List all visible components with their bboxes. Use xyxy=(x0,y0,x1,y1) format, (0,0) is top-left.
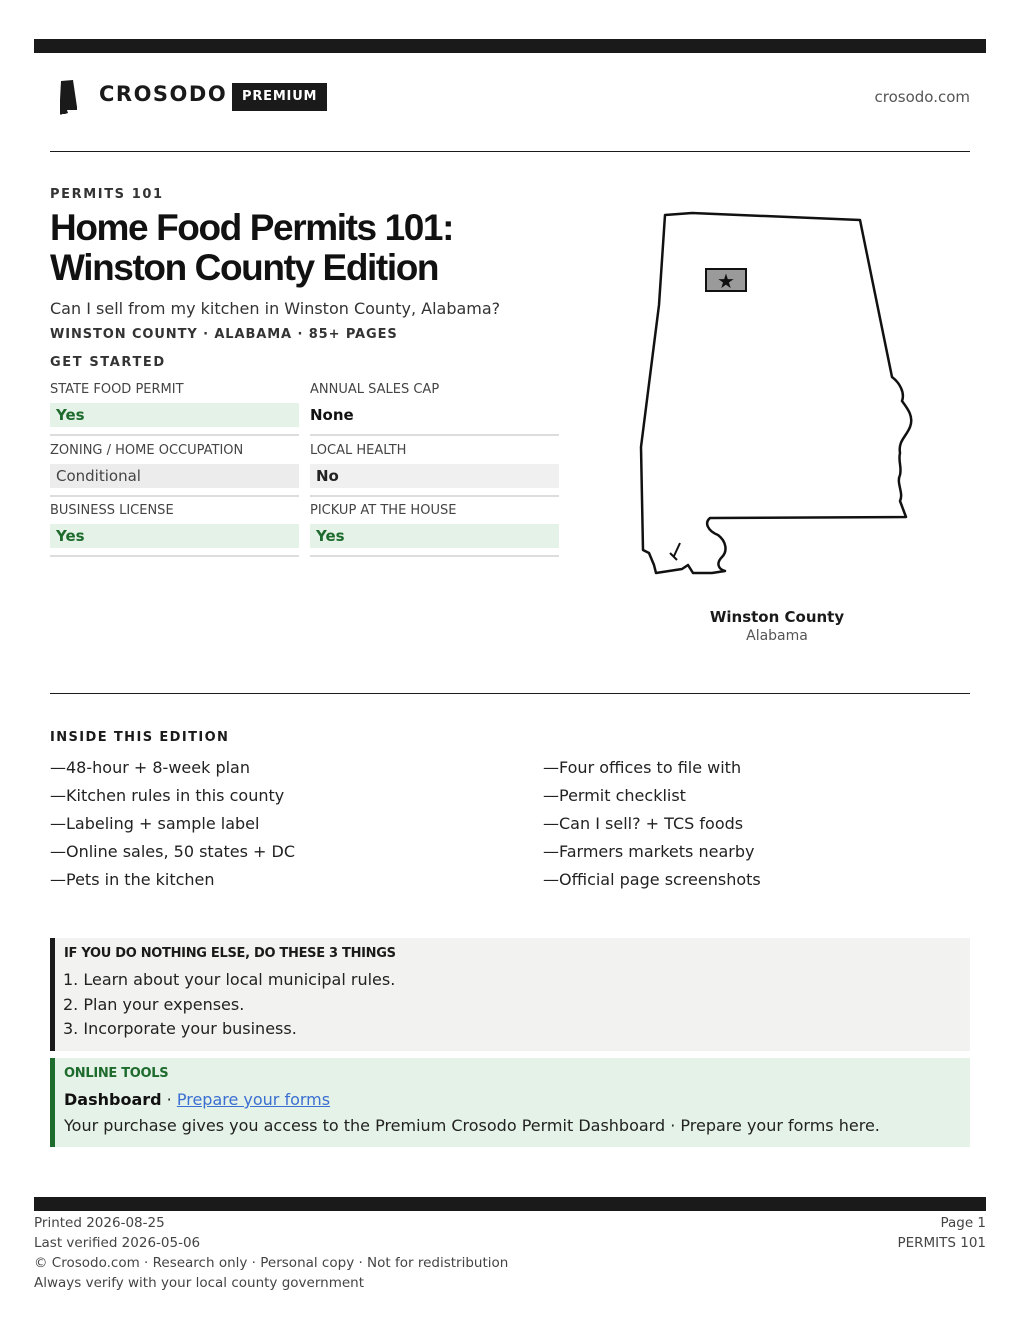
fact-value: No xyxy=(310,464,559,488)
map-caption xyxy=(676,608,878,644)
online-tools-box xyxy=(50,1058,970,1147)
fact-label: STATE FOOD PERMIT xyxy=(50,382,184,397)
alabama-county-map xyxy=(630,205,930,590)
fact-annual-sales-cap xyxy=(310,380,559,436)
contents-item: —Kitchen rules in this county xyxy=(50,786,285,805)
verified-date: Last verified 2026-05-06 xyxy=(34,1235,201,1251)
callout-item: 1. Learn about your local municipal rules. xyxy=(63,970,396,989)
star-icon: ★ xyxy=(717,269,735,293)
alabama-outline xyxy=(641,213,911,573)
bottom-rule-bar xyxy=(34,1197,986,1211)
footer-right xyxy=(897,1213,986,1253)
page-header xyxy=(50,78,970,118)
mobile-bay-mark xyxy=(670,543,680,560)
top-rule-bar xyxy=(34,39,986,53)
fact-label: BUSINESS LICENSE xyxy=(50,503,174,518)
contents-list-right xyxy=(543,757,963,897)
section-divider xyxy=(50,693,970,694)
map-county-label: Winston County xyxy=(709,608,845,626)
fact-value: Yes xyxy=(50,524,299,548)
premium-badge: PREMIUM xyxy=(232,83,327,111)
contents-item: —Farmers markets nearby xyxy=(543,842,755,861)
callout-accent-bar xyxy=(50,938,55,1051)
callout-item: 3. Incorporate your business. xyxy=(63,1019,297,1038)
tools-accent-bar xyxy=(50,1058,55,1147)
alabama-state-icon xyxy=(58,80,82,116)
contents-item: —48-hour + 8-week plan xyxy=(50,758,250,777)
contents-item: —Pets in the kitchen xyxy=(50,870,215,889)
tools-dashboard-line xyxy=(64,1090,330,1109)
three-things-callout xyxy=(50,938,970,1051)
get-started-heading: GET STARTED xyxy=(50,355,166,370)
map-state-label: Alabama xyxy=(746,628,808,644)
fact-value: None xyxy=(310,406,354,424)
tools-description: Your purchase gives you access to the Premium Crosodo Permit Dashboard · Prepare your forms here. xyxy=(64,1116,880,1135)
contents-item: —Labeling + sample label xyxy=(50,814,260,833)
fact-business-license xyxy=(50,501,299,557)
fact-state-food-permit xyxy=(50,380,299,436)
contents-item: —Permit checklist xyxy=(543,786,686,805)
header-divider xyxy=(50,151,970,152)
callout-item: 2. Plan your expenses. xyxy=(63,994,245,1014)
page-title: Home Food Permits 101: Winston County Edition xyxy=(50,207,454,288)
separator: · xyxy=(161,1090,177,1109)
fact-value: Conditional xyxy=(50,464,299,488)
copyright-notice: © Crosodo.com · Research only · Personal copy · Not for redistribution xyxy=(34,1255,509,1271)
section-kicker: PERMITS 101 xyxy=(50,187,164,202)
prepare-forms-link[interactable]: Prepare your forms xyxy=(176,1090,331,1109)
fact-pickup-at-house xyxy=(310,501,559,557)
contents-item: —Four offices to file with xyxy=(543,758,742,777)
fact-label: ZONING / HOME OCCUPATION xyxy=(50,443,244,458)
fact-value: Yes xyxy=(310,524,559,548)
fact-label: PICKUP AT THE HOUSE xyxy=(310,503,457,518)
printed-date: Printed 2026-08-25 xyxy=(34,1215,165,1231)
fact-value: Yes xyxy=(50,403,299,427)
callout-list xyxy=(63,969,395,1043)
contents-item: —Official page screenshots xyxy=(543,870,761,889)
contents-item: —Can I sell? + TCS foods xyxy=(543,814,744,833)
contents-list-left xyxy=(50,757,470,897)
page-subtitle: Can I sell from my kitchen in Winston County, Alabama? xyxy=(50,299,501,318)
inside-edition-heading: INSIDE THIS EDITION xyxy=(50,730,230,745)
edition-meta: WINSTON COUNTY · ALABAMA · 85+ PAGES xyxy=(50,327,398,342)
footer-left xyxy=(34,1213,508,1293)
site-url[interactable]: crosodo.com xyxy=(874,88,970,106)
fact-label: ANNUAL SALES CAP xyxy=(310,382,440,397)
fact-zoning xyxy=(50,441,299,497)
dashboard-label: Dashboard xyxy=(64,1090,162,1109)
fact-label: LOCAL HEALTH xyxy=(310,443,407,458)
callout-title: IF YOU DO NOTHING ELSE, DO THESE 3 THINGS xyxy=(64,946,396,961)
verify-disclaimer: Always verify with your local county government xyxy=(34,1275,364,1291)
tools-title: ONLINE TOOLS xyxy=(64,1066,169,1081)
fact-local-health xyxy=(310,441,559,497)
contents-item: —Online sales, 50 states + DC xyxy=(50,842,296,861)
page-number: Page 1 xyxy=(940,1215,986,1231)
footer-section: PERMITS 101 xyxy=(897,1235,986,1251)
brand-name[interactable]: CROSODO xyxy=(99,82,228,106)
